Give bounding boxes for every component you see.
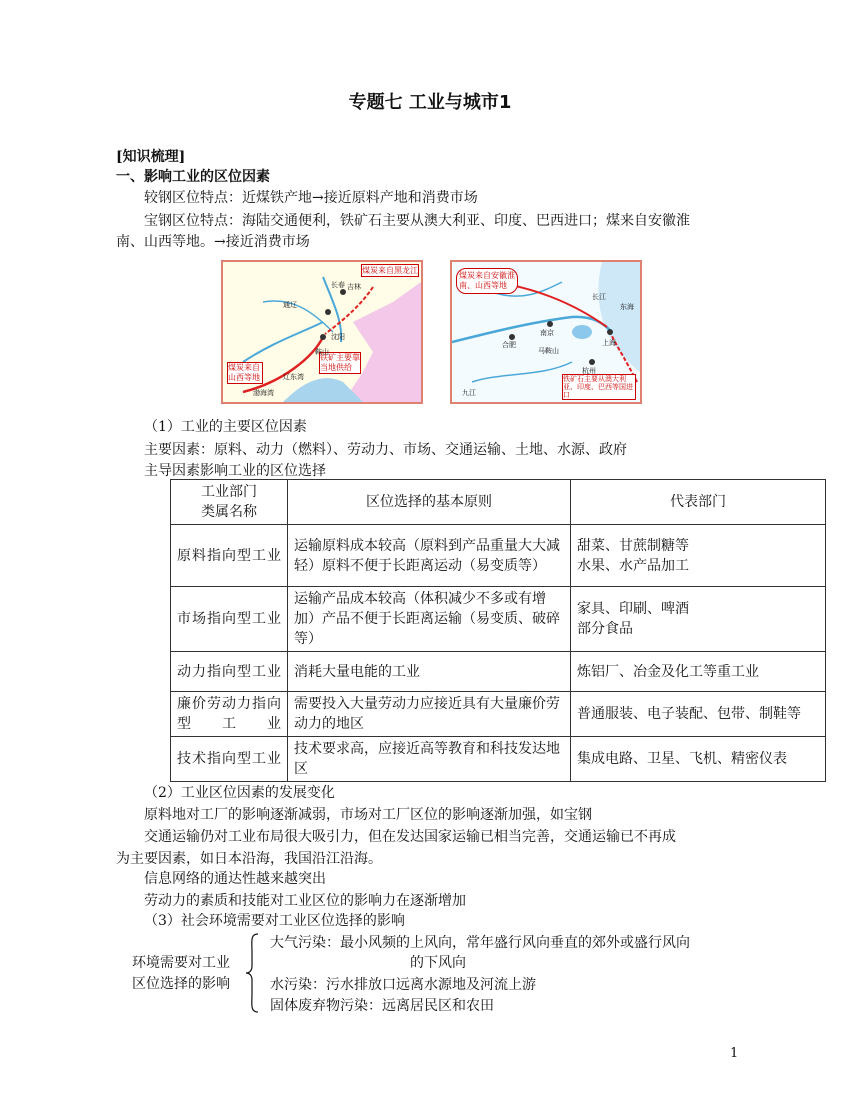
row-industry-name: 技术指向型工业 — [171, 737, 288, 782]
baogang-map — [450, 260, 642, 404]
map2-place-hangzhou: 杭州 — [582, 367, 596, 375]
industry-location-table — [170, 479, 826, 782]
page-title: 专题七 工业与城市1 — [348, 92, 512, 113]
row-principle: 运输产品成本较高（体积减少不多或有增加）产品不便于长距离运输（易变质、破碎等） — [288, 587, 571, 652]
angang-paragraph: 较钢区位特点：近煤铁产地→接近原料产地和消费市场 — [144, 190, 478, 206]
map1-place-anshan: 鞍山 — [315, 348, 329, 356]
map1-place-changchun: 长春 — [331, 281, 345, 289]
development-para-d: 劳动力的素质和技能对工业区位的影响力在逐渐增加 — [144, 893, 466, 909]
development-para-b-line1: 交通运输仍对工业布局很大吸引力，但在发达国家运输已相当完善，交通运输已不再成 — [144, 829, 676, 845]
env-air-line1: 大气污染：最小风频的上风向，常年盛行风向垂直的郊外或盛行风向 — [270, 935, 690, 951]
env-air-line2: 的下风向 — [410, 955, 466, 971]
baogang-paragraph-line2: 南、山西等地。→接近消费市场 — [116, 234, 310, 250]
header-industry-line2: 类属名称 — [201, 504, 257, 520]
sub-heading-environment: （3）社会环境需要对工业区位选择的影响 — [144, 913, 405, 929]
table-header-principle: 区位选择的基本原则 — [288, 480, 571, 525]
row-representative: 普通服装、电子装配、包带、制鞋等 — [571, 692, 826, 737]
env-left-label-line2: 区位选择的影响 — [132, 976, 230, 992]
row-principle: 需要投入大量劳动力应接近具有大量廉价劳动力的地区 — [288, 692, 571, 737]
env-water: 水污染：污水排放口远离水源地及河流上游 — [270, 977, 536, 993]
baogang-paragraph-line1: 宝钢区位特点：海陆交通便利，铁矿石主要从澳大利亚、印度、巴西进口；煤来自安徽淮 — [144, 213, 690, 229]
heading-location-factors: 一、影响工业的区位因素 — [116, 169, 270, 185]
development-para-a: 原料地对工厂的影响逐渐减弱，市场对工厂区位的影响逐渐加强，如宝钢 — [144, 807, 592, 823]
map1-place-shenyang: 沈阳 — [331, 333, 345, 341]
row-principle: 运输原料成本较高（原料到产品重量大大减轻）原料不便于长距离运动（易变质等） — [288, 525, 571, 587]
row-representative-line2: 水果、水产品加工 — [577, 557, 689, 574]
map2-place-nanjing: 南京 — [540, 329, 554, 337]
row-industry-name: 廉价劳动力指向型工业 — [171, 692, 288, 737]
map2-place-changjiang: 长江 — [592, 293, 606, 301]
row-representative — [571, 587, 826, 652]
row-industry-name: 原料指向型工业 — [171, 525, 288, 587]
dominant-factors-text: 主导因素影响工业的区位选择 — [144, 463, 326, 479]
sub-heading-development: （2）工业区位因素的发展变化 — [144, 785, 335, 801]
map1-label-iron: 铁矿主要靠当地供给 — [320, 353, 360, 372]
table-row — [171, 692, 826, 737]
map2-place-donghai: 东海 — [620, 303, 634, 311]
table-header-representative: 代表部门 — [571, 480, 826, 525]
row-representative — [571, 525, 826, 587]
map1-label-coal-heilongjiang: 煤炭来自黑龙江 — [362, 266, 418, 275]
development-para-c: 信息网络的通达性越来越突出 — [144, 871, 326, 887]
map2-label-iron: 铁矿石主要从澳大利亚、印度、巴西等国进口 — [562, 374, 636, 400]
row-representative-line1: 家具、印刷、啤酒 — [577, 601, 689, 617]
row-principle: 技术要求高，应接近高等教育和科技发达地区 — [288, 737, 571, 782]
row-principle: 消耗大量电能的工业 — [288, 652, 571, 692]
main-factors-text: 主要因素：原料、动力（燃料）、劳动力、市场、交通运输、土地、水源、政府 — [144, 442, 627, 458]
angang-map — [221, 260, 423, 404]
section-tag: [知识梳理] — [116, 149, 186, 165]
map2-label-coal: 煤炭来自安徽淮南、山西等地 — [456, 268, 518, 294]
table-row — [171, 587, 826, 652]
development-para-b-line2: 为主要因素，如日本沿海，我国沿江沿海。 — [116, 851, 382, 867]
row-industry-name: 市场指向型工业 — [171, 587, 288, 652]
map2-place-hefei: 合肥 — [502, 341, 516, 349]
header-industry-line1: 工业部门 — [201, 484, 257, 500]
table-row — [171, 652, 826, 692]
row-representative-line1: 甜菜、甘蔗制糖等 — [577, 537, 689, 554]
table-row — [171, 525, 826, 587]
map2-place-jiujiang: 九江 — [462, 389, 476, 397]
map2-place-maanshan: 马鞍山 — [538, 347, 559, 355]
table-row — [171, 737, 826, 782]
map1-place-liaodong-bay: 辽东湾 — [283, 373, 304, 381]
row-representative: 集成电路、卫星、飞机、精密仪表 — [571, 737, 826, 782]
row-industry-name: 动力指向型工业 — [171, 652, 288, 692]
row-representative-line2: 部分食品 — [577, 621, 633, 637]
table-header-row — [171, 480, 826, 525]
map1-place-bohai: 渤海湾 — [253, 389, 274, 397]
env-solid-waste: 固体废弃物污染：远离居民区和农田 — [270, 998, 494, 1014]
map1-label-coal-shanxi: 煤炭来自山西等地 — [227, 362, 263, 384]
env-left-label-line1: 环境需要对工业 — [132, 955, 230, 971]
map1-place-tongliao: 通辽 — [283, 301, 297, 309]
map2-place-shanghai: 上海 — [602, 339, 616, 347]
table-header-industry — [171, 480, 288, 525]
left-brace — [244, 932, 260, 1014]
page-number: 1 — [730, 1046, 739, 1061]
row-representative: 炼铝厂、冶金及化工等重工业 — [571, 652, 826, 692]
map1-place-jilin: 吉林 — [347, 283, 361, 291]
sub-heading-main-factors: （1）工业的主要区位因素 — [144, 419, 307, 435]
